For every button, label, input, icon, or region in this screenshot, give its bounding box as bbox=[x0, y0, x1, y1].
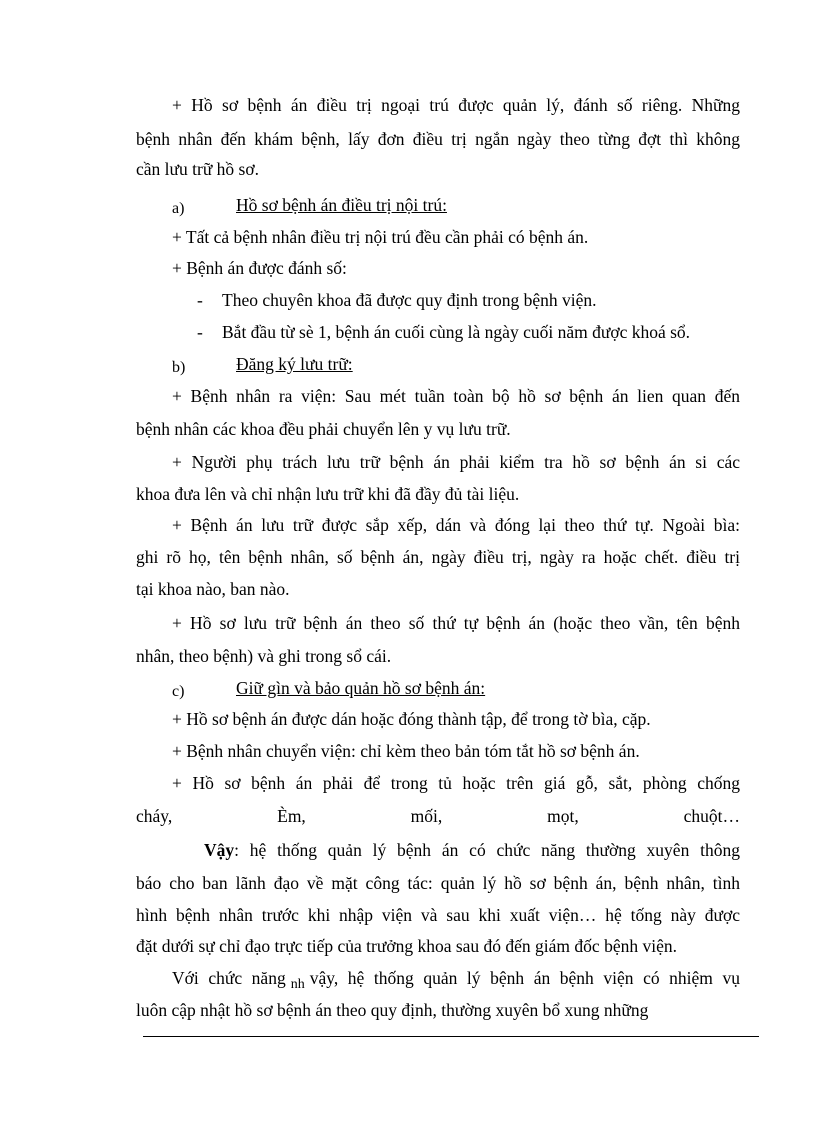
paragraph-line: + Tất cả bệnh nhân điều trị nội trú đều cần phải có bệnh án. bbox=[172, 227, 589, 247]
paragraph-line: hình bệnh nhân trước khi nhập viện và sau khi xuất viện… hệ tống này được bbox=[136, 905, 740, 925]
paragraph-line: + Bệnh án lưu trữ được sắp xếp, dán và đóng lại theo thứ tự. Ngoài bìa: bbox=[172, 515, 740, 535]
dash-item: Bắt đầu từ sè 1, bệnh án cuối cùng là ngày cuối năm được khoá sổ. bbox=[222, 322, 691, 342]
spread-word: cháy, bbox=[136, 806, 173, 826]
final-text-nh: nh bbox=[290, 977, 305, 992]
paragraph-line: luôn cập nhật hồ sơ bệnh án theo quy định, thường xuyên bổ xung những bbox=[136, 1000, 649, 1020]
spread-line bbox=[136, 805, 740, 827]
spread-word: chuột… bbox=[683, 806, 740, 826]
final-text-b: vậy, hệ thống quản lý bệnh án bệnh viện có nhiệm vụ bbox=[309, 968, 740, 988]
section-heading-a: Hồ sơ bệnh án điều trị nội trú: bbox=[236, 195, 447, 215]
paragraph-line: + Hồ sơ lưu trữ bệnh án theo số thứ tự bệnh án (hoặc theo vần, tên bệnh bbox=[172, 613, 740, 633]
dash-bullet: - bbox=[197, 322, 203, 342]
paragraph-line: + Bệnh nhân ra viện: Sau mét tuần toàn bộ hồ sơ bệnh án lien quan đến bbox=[172, 386, 740, 406]
paragraph-line: cần lưu trữ hồ sơ. bbox=[136, 159, 259, 179]
paragraph-line: + Hồ sơ bệnh án điều trị ngoại trú được quản lý, đánh số riêng. Những bbox=[172, 95, 740, 115]
section-heading-b: Đăng ký lưu trữ: bbox=[236, 354, 353, 374]
conclusion-first-line bbox=[204, 839, 740, 861]
paragraph-line: tại khoa nào, ban nào. bbox=[136, 579, 290, 599]
spread-word: Èm, bbox=[277, 806, 306, 826]
paragraph-line: bệnh nhân đến khám bệnh, lấy đơn điều trị ngắn ngày theo từng đợt thì không bbox=[136, 129, 740, 149]
paragraph-line: ghi rõ họ, tên bệnh nhân, số bệnh án, ngày điều trị, ngày ra hoặc chết. điều trị bbox=[136, 547, 740, 567]
paragraph-line: khoa đưa lên và chỉ nhận lưu trữ khi đã đầy đủ tài liệu. bbox=[136, 484, 520, 504]
section-marker-a: a) bbox=[172, 200, 185, 217]
paragraph-line: báo cho ban lãnh đạo về mặt công tác: quản lý hồ sơ bệnh án, bệnh nhân, tình bbox=[136, 873, 740, 893]
dash-item: Theo chuyên khoa đã được quy định trong bệnh viện. bbox=[222, 290, 597, 310]
final-first-line bbox=[172, 967, 740, 992]
conclusion-text: : hệ thống quản lý bệnh án có chức năng thường xuyên thông bbox=[234, 840, 740, 860]
section-marker-b: b) bbox=[172, 359, 186, 376]
paragraph-line: + Người phụ trách lưu trữ bệnh án phải kiểm tra hồ sơ bệnh án si các bbox=[172, 452, 740, 472]
section-heading-c: Giữ gìn và bảo quản hồ sơ bệnh án: bbox=[236, 678, 486, 698]
paragraph-line: đặt dưới sự chỉ đạo trực tiếp của trưởng khoa sau đó đến giám đốc bệnh viện. bbox=[136, 936, 677, 956]
paragraph-line: bệnh nhân các khoa đều phải chuyển lên y vụ lưu trữ. bbox=[136, 419, 511, 439]
final-text-a: Với chức năng bbox=[172, 968, 286, 988]
paragraph-line: + Bệnh án được đánh số: bbox=[172, 258, 347, 278]
dash-bullet: - bbox=[197, 290, 203, 310]
paragraph-line: + Bệnh nhân chuyển viện: chỉ kèm theo bản tóm tắt hồ sơ bệnh án. bbox=[172, 741, 640, 761]
paragraph-line: + Hồ sơ bệnh án phải để trong tủ hoặc trên giá gỗ, sắt, phòng chống bbox=[172, 773, 740, 793]
paragraph-line: + Hồ sơ bệnh án được dán hoặc đóng thành tập, để trong tờ bìa, cặp. bbox=[172, 709, 651, 729]
spread-word: mối, bbox=[410, 806, 443, 826]
footer-divider bbox=[143, 1036, 759, 1037]
spread-word: mọt, bbox=[547, 806, 579, 826]
paragraph-line: nhân, theo bệnh) và ghi trong sổ cái. bbox=[136, 646, 392, 666]
conclusion-bold-word: Vậy bbox=[204, 840, 235, 860]
section-marker-c: c) bbox=[172, 683, 185, 700]
